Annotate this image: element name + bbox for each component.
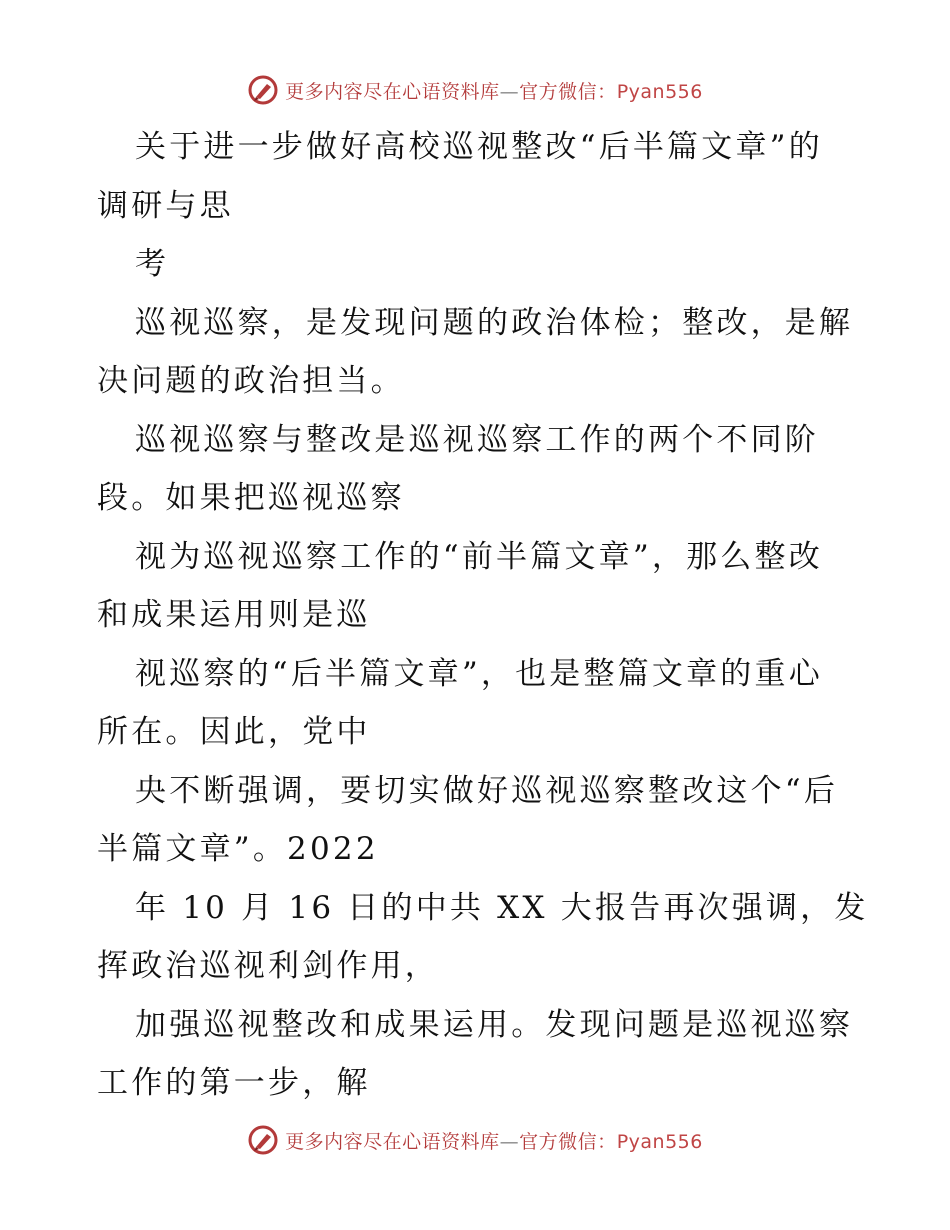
document-body [97,118,869,1113]
pen-logo-icon [247,1124,279,1156]
watermark-handle: Pyan556 [616,1130,703,1153]
text-line: 关于进一步做好高校巡视整改“后半篇文章”的 [135,129,823,165]
text-line: 所在。因此，党中 [97,714,371,750]
text-line: 挥政治巡视利剑作用， [97,948,439,984]
text-line: 巡视巡察与整改是巡视巡察工作的两个不同阶 [135,421,819,458]
text-line: 和成果运用则是巡 [97,597,371,633]
watermark-text [285,1127,703,1154]
text-line: 决问题的政治担当。 [97,363,405,399]
watermark-contact: 官方微信： [519,80,617,103]
text-line: 视巡察的“后半篇文章”，也是整篇文章的重心 [135,655,823,692]
watermark-contact: 官方微信： [519,1130,617,1153]
text-line: 央不断强调，要切实做好巡视巡察整改这个“后 [135,772,839,809]
watermark-separator: — [499,1130,520,1153]
text-line: 视为巡视巡察工作的“前半篇文章”，那么整改 [135,538,823,575]
header-watermark [0,70,950,110]
text-line: 巡视巡察，是发现问题的政治体检；整改，是解 [135,304,854,341]
watermark-title: 更多内容尽在心语资料库 [285,80,500,103]
text-line: 加强巡视整改和成果运用。发现问题是巡视巡察 [135,1006,854,1043]
watermark-title: 更多内容尽在心语资料库 [285,1130,500,1153]
text-line: 半篇文章”。2022 [97,831,379,867]
text-line: 段。如果把巡视巡察 [97,480,405,516]
watermark-text [285,77,703,104]
text-line: 年 10 月 16 日的中共 XX 大报告再次强调，发 [135,889,869,926]
text-line: 考 [135,246,170,282]
text-line: 调研与思 [97,187,234,224]
text-line: 工作的第一步，解 [97,1065,371,1101]
watermark-handle: Pyan556 [616,80,703,103]
pen-logo-icon [247,74,279,106]
watermark-separator: — [499,80,520,103]
footer-watermark [0,1120,950,1160]
